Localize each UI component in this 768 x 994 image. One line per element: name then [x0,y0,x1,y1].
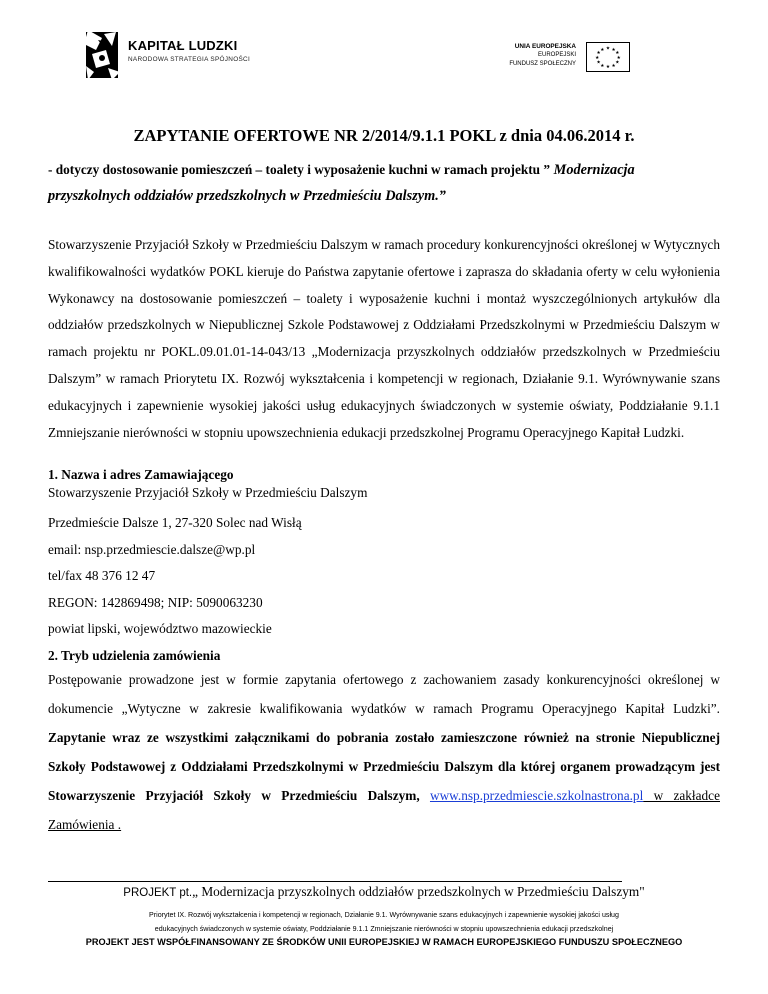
section2-bold-text: Zapytanie wraz ze wszystkimi załącznikami do pobrania zostało zamieszczone również na stronie Niepublicznej Szkoły Podstawowej z Oddziałami Przedszkolnymi w Przedmieściu Dalszym dla której organem prowadzącym jest Stowarzyszenie Przyjaciół Szkoły w Przedmieściu Dalszym, [48,730,720,803]
section1-line: tel/fax 48 376 12 47 [48,568,156,584]
svg-text:★: ★ [611,47,616,53]
section1-line: powiat lipski, województwo mazowieckie [48,621,272,637]
subject-project-line1: Modernizacja [550,162,635,178]
eu-logo-line2: EUROPEJSKI [537,52,576,58]
eu-logo [488,40,638,80]
footer-project-name: „ Modernizacja przyszkolnych oddziałów przedszkolnych w Przedmieściu Dalszym" [192,884,645,899]
footer-project-title [0,884,768,900]
kapital-ludzki-logo [82,28,262,84]
eu-logo-text [509,42,576,69]
footer-priority-line2: edukacyjnych świadczonych w systemie oświaty, Poddziałanie 9.1.1 Zmniejszanie nierówności w stopniu upowszechnienia edukacji przedszkolnej [154,925,614,933]
section1-line: REGON: 142869498; NIP: 5090063230 [48,594,263,610]
kapital-ludzki-logo-icon [82,28,122,82]
section2-text: Postępowanie prowadzone jest w formie zapytania ofertowego z zachowaniem zasady konkurencyjności określonej w dokumencie „Wytyczne w zakresie kwalifikowania wydatków w ramach Programu Operacyjnego Kapitał Ludzki”. [48,672,720,716]
section1-line: Stowarzyszenie Przyjaciół Szkoły w Przedmieściu Dalszym [48,485,368,500]
svg-text:★: ★ [605,65,611,71]
kapital-ludzki-title: KAPITAŁ LUDZKI [128,38,238,53]
section-procurement-mode [48,647,720,839]
footer-priority [0,908,768,936]
document-title: ZAPYTANIE OFERTOWE NR 2/2014/9.1.1 POKL z dnia 04.06.2014 r. [133,126,635,145]
document-subject [48,157,728,209]
eu-logo-line1: UNIA EUROPEJSKA [514,43,576,50]
section1-line: email: nsp.przedmiescie.dalsze@wp.pl [48,541,256,557]
school-website-link[interactable]: www.nsp.przedmiescie.szkolnastrona.pl [429,788,644,803]
svg-text:★: ★ [596,60,601,66]
svg-text:★: ★ [600,47,605,53]
eu-flag-icon [586,42,630,72]
svg-text:★: ★ [615,60,620,66]
subject-prefix: - dotyczy dostosowanie pomieszczeń – toalety i wyposażenie kuchni w ramach projektu ” [48,162,551,177]
svg-text:★: ★ [600,63,605,69]
svg-text:★: ★ [596,51,601,57]
intro-paragraph: Stowarzyszenie Przyjaciół Szkoły w Przedmieściu Dalszym w ramach procedury konkurencyjności określonej w Wytycznych kwalifikowalności wydatków POKL kieruje do Państwa zapytanie ofertowe i zaprasza do składania oferty w celu wyłonienia Wykonawcy na dostosowanie pomieszczeń – toalety i wyposażenie kuchni i montaż wyszczególnionych artykułów dla oddziałów przedszkolnych w Niepublicznej Szkole Podstawowej z Oddziałami Przedszkolnymi w Przedmieściu Dalszym w ramach projektu nr POKL.09.01.01-14-043/13 „Modernizacja przyszkolnych oddziałów przedszkolnych w Przedmieściu Dalszym” w ramach Priorytetu IX. Rozwój wykształcenia i kompetencji w regionach, Działanie 9.1. Wyrównywanie szans edukacyjnych i zapewnienie wysokiej jakości usług edukacyjnych świadczonych w systemie oświaty, Poddziałanie 9.1.1 Zmniejszanie nierówności w stopniu upowszechnienia edukacji przedszkolnej Programu Operacyjnego Kapitał Ludzki. [48,237,720,440]
eu-logo-line3: FUNDUSZ SPOŁECZNY [509,61,576,67]
svg-text:★: ★ [611,63,616,69]
svg-text:★: ★ [595,55,600,61]
section2-heading: 2. Tryb udzielenia zamówienia [48,648,221,663]
section1-line: Przedmieście Dalsze 1, 27-320 Solec nad Wisłą [48,515,302,530]
section1-heading: 1. Nazwa i adres Zamawiającego [48,467,234,482]
svg-text:★: ★ [615,51,620,57]
svg-text:★: ★ [605,46,611,52]
section2-body [48,665,720,839]
kapital-ludzki-subtitle: NARODOWA STRATEGIA SPÓJNOŚCI [128,56,251,63]
svg-text:★: ★ [616,55,621,61]
subject-project-line2: przyszkolnych oddziałów przedszkolnych w Przedmieściu Dalszym.” [48,188,446,204]
footer-project-prefix: PROJEKT pt. [123,887,193,899]
section-ordering-party [48,466,720,643]
footer-cofinancing: PROJEKT JEST WSPÓŁFINANSOWANY ZE ŚRODKÓW UNII EUROPEJSKIEJ W RAMACH EUROPEJSKIEGO FUNDUSZU SPOŁECZNEGO [85,937,683,947]
footer-divider [48,881,622,882]
section2-tail: w zakładce Zamówienia . [48,788,720,832]
footer-priority-line1: Priorytet IX. Rozwój wykształcenia i kompetencji w regionach, Działanie 9.1. Wyrównywanie szans edukacyjnych i zapewnienie wysokiej jakości usług [149,911,619,919]
